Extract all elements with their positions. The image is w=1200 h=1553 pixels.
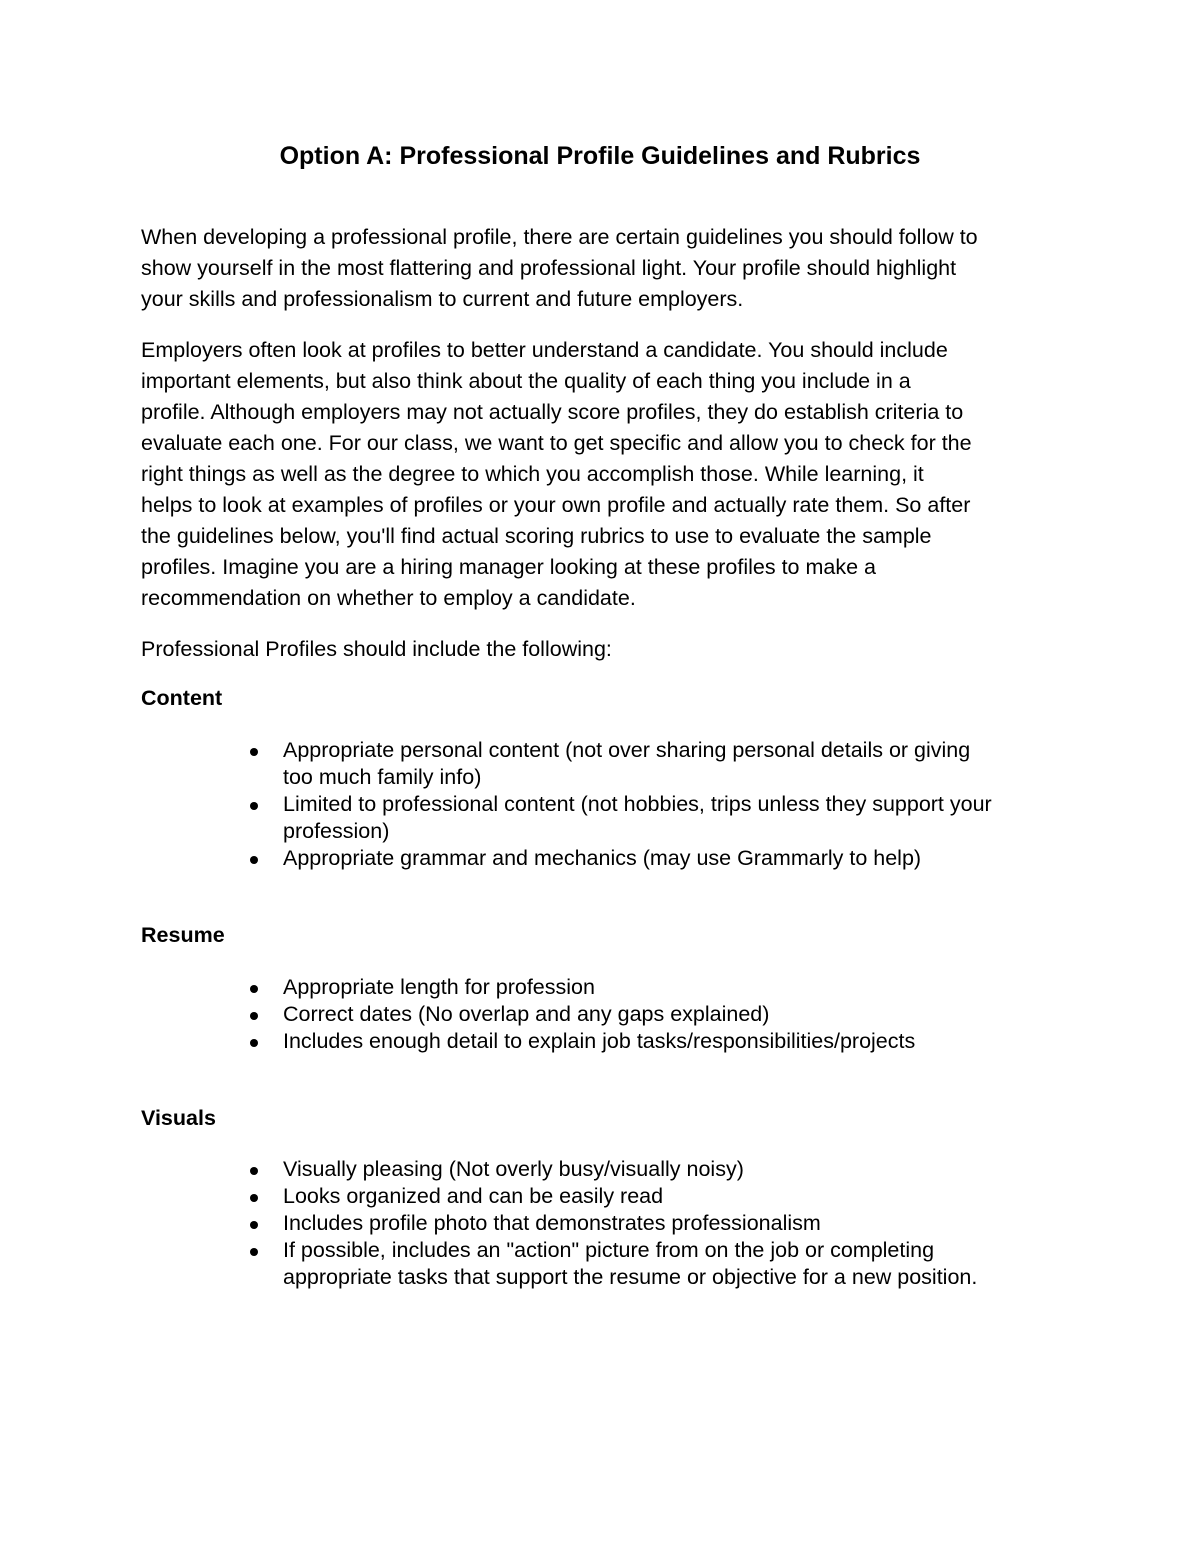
content-bullet-list	[242, 737, 1092, 872]
list-item-text: Correct dates (No overlap and any gaps explained)	[283, 1002, 770, 1026]
bullet-icon	[250, 748, 258, 756]
paragraph-line: your skills and professionalism to current and future employers.	[141, 287, 744, 311]
resume-bullet-list	[242, 974, 1092, 1055]
intro-paragraph	[141, 222, 1071, 315]
bullet-icon	[250, 1194, 258, 1202]
list-item	[242, 845, 1092, 872]
list-item	[242, 1001, 1092, 1028]
bullet-icon	[250, 1221, 258, 1229]
bullet-icon	[250, 1012, 258, 1020]
paragraph-line: When developing a professional profile, there are certain guidelines you should follow to	[141, 225, 978, 249]
list-item-text: Appropriate personal content (not over sharing personal details or giving	[283, 738, 971, 762]
list-item-text: If possible, includes an "action" picture from on the job or completing	[283, 1238, 935, 1262]
list-item	[242, 737, 1092, 791]
list-item-text: Appropriate length for profession	[283, 975, 595, 999]
list-item-text: Limited to professional content (not hobbies, trips unless they support your	[283, 792, 992, 816]
list-item-text: appropriate tasks that support the resume or objective for a new position.	[283, 1265, 978, 1289]
list-item	[242, 1183, 1092, 1210]
list-item	[242, 1156, 1092, 1183]
paragraph-line: show yourself in the most flattering and professional light. Your profile should highlight	[141, 256, 957, 280]
section-heading-resume: Resume	[141, 923, 225, 947]
paragraph-line: evaluate each one. For our class, we want to get specific and allow you to check for the	[141, 431, 972, 455]
paragraph-line: important elements, but also think about the quality of each thing you include in a	[141, 369, 911, 393]
section-heading-content: Content	[141, 686, 223, 710]
list-item	[242, 1028, 1092, 1055]
paragraph-line: recommendation on whether to employ a candidate.	[141, 586, 636, 610]
bullet-icon	[250, 1167, 258, 1175]
list-item-text: Includes profile photo that demonstrates professionalism	[283, 1211, 821, 1235]
list-item-text: Looks organized and can be easily read	[283, 1184, 664, 1208]
list-item	[242, 791, 1092, 845]
list-item	[242, 1210, 1092, 1237]
bullet-icon	[250, 802, 258, 810]
list-item-text: Includes enough detail to explain job tasks/responsibilities/projects	[283, 1029, 916, 1053]
paragraph-line: right things as well as the degree to which you accomplish those. While learning, it	[141, 462, 924, 486]
list-item-text: Visually pleasing (Not overly busy/visually noisy)	[283, 1157, 744, 1181]
paragraph-line: Professional Profiles should include the following:	[141, 637, 612, 661]
bullet-icon	[250, 985, 258, 993]
list-item-text: too much family info)	[283, 765, 482, 789]
paragraph-line: profile. Although employers may not actually score profiles, they do establish criteria to	[141, 400, 964, 424]
visuals-bullet-list	[242, 1156, 1092, 1291]
paragraph-line: profiles. Imagine you are a hiring manager looking at these profiles to make a	[141, 555, 876, 579]
paragraph-line: Employers often look at profiles to better understand a candidate. You should include	[141, 338, 948, 362]
list-item-text: profession)	[283, 819, 390, 843]
list-item	[242, 1237, 1092, 1291]
page-title: Option A: Professional Profile Guidelines and Rubrics	[279, 142, 921, 170]
section-heading-visuals: Visuals	[141, 1106, 216, 1130]
paragraph-line: the guidelines below, you'll find actual scoring rubrics to use to evaluate the sample	[141, 524, 932, 548]
bullet-icon	[250, 1039, 258, 1047]
employers-paragraph	[141, 335, 1071, 614]
bullet-icon	[250, 1248, 258, 1256]
list-item	[242, 974, 1092, 1001]
paragraph-line: helps to look at examples of profiles or your own profile and actually rate them. So after	[141, 493, 971, 517]
bullet-icon	[250, 856, 258, 864]
include-intro-paragraph	[141, 634, 1071, 665]
list-item-text: Appropriate grammar and mechanics (may use Grammarly to help)	[283, 846, 922, 870]
